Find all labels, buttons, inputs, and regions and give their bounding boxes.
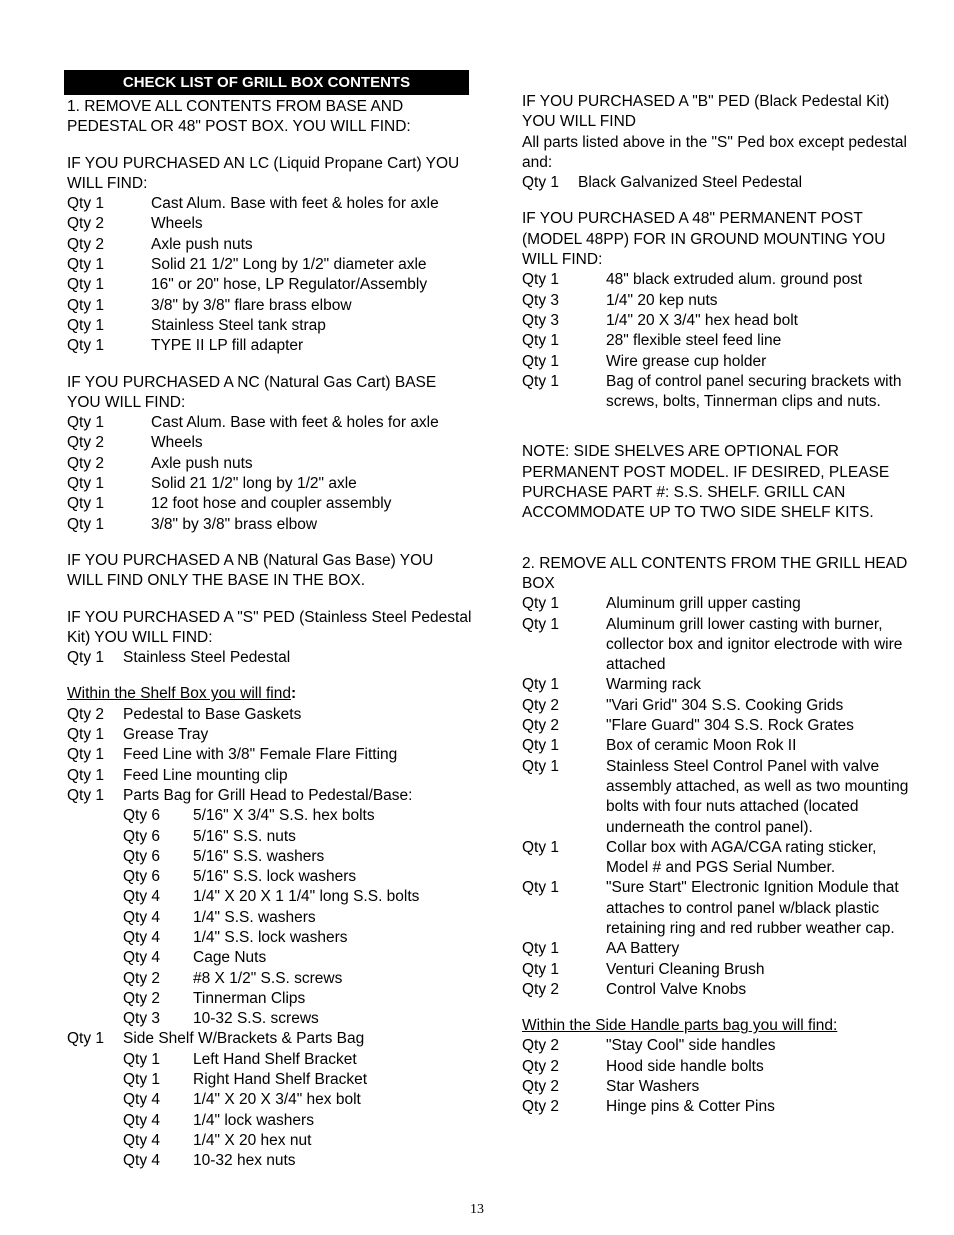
item-qty: Qty 2 — [522, 980, 560, 998]
item-qty: Qty 1 — [67, 786, 105, 804]
item-qty: Qty 1 — [522, 879, 560, 897]
item-qty: Qty 6 — [123, 827, 161, 845]
item-desc: 1/4" 20 X 3/4" hex head bolt — [606, 311, 798, 329]
item-desc: Solid 21 1/2" Long by 1/2" diameter axle — [151, 256, 427, 274]
item-desc: Pedestal to Base Gaskets — [123, 705, 302, 723]
item-desc: Side Shelf W/Brackets & Parts Bag — [123, 1030, 365, 1048]
item-desc: Tinnerman Clips — [193, 989, 306, 1007]
item-desc: Solid 21 1/2" long by 1/2" axle — [151, 475, 357, 493]
item-desc: 1/4" S.S. washers — [193, 908, 316, 926]
item-desc: Collar box with AGA/CGA rating sticker, Model # and PGS Serial Number. — [606, 838, 877, 877]
item-desc: 5/16" S.S. lock washers — [193, 868, 357, 886]
item-qty: Qty 1 — [522, 271, 560, 289]
item-desc: 3/8" by 3/8" brass elbow — [151, 515, 318, 533]
item-desc: AA Battery — [606, 940, 680, 958]
list-item — [522, 1097, 922, 1117]
list-item — [522, 838, 922, 879]
item-qty: Qty 1 — [67, 1030, 105, 1048]
item-qty: Qty 1 — [522, 372, 560, 390]
item-qty: Qty 1 — [522, 615, 560, 633]
list-item — [522, 1036, 922, 1056]
list-item — [67, 494, 472, 514]
item-qty: Qty 1 — [522, 737, 560, 755]
item-qty: Qty 1 — [67, 316, 105, 334]
step-1-text: 1. REMOVE ALL CONTENTS FROM BASE AND PEDESTAL OR 48" POST BOX. YOU WILL FIND: — [67, 98, 411, 136]
list-item — [123, 1111, 472, 1131]
section-banner: CHECK LIST OF GRILL BOX CONTENTS — [64, 70, 469, 95]
b-ped-heading: IF YOU PURCHASED A "B" PED (Black Pedestal Kit) YOU WILL FIND — [522, 93, 890, 131]
list-item — [522, 980, 922, 1000]
item-qty: Qty 4 — [123, 1131, 161, 1149]
item-qty: Qty 2 — [67, 235, 105, 253]
item-qty: Qty 1 — [522, 940, 560, 958]
item-qty: Qty 1 — [522, 960, 560, 978]
item-desc: Left Hand Shelf Bracket — [193, 1050, 357, 1068]
lc-list — [67, 194, 472, 356]
list-item — [67, 725, 472, 745]
list-item — [67, 255, 472, 275]
side-shelf-list — [67, 1050, 472, 1172]
list-item — [123, 867, 472, 887]
item-desc: 10-32 S.S. screws — [193, 1010, 319, 1028]
item-qty: Qty 1 — [67, 256, 105, 274]
item-desc: Hinge pins & Cotter Pins — [606, 1098, 775, 1116]
item-desc: 1/4" S.S. lock washers — [193, 928, 348, 946]
item-desc: "Vari Grid" 304 S.S. Cooking Grids — [606, 696, 844, 714]
b-ped-text: All parts listed above in the "S" Ped box except pedestal and: — [522, 133, 907, 171]
item-qty: Qty 1 — [67, 276, 105, 294]
item-desc: Control Valve Knobs — [606, 980, 747, 998]
list-item — [522, 372, 922, 413]
list-item — [522, 615, 922, 676]
side-handle-heading-text: Within the Side Handle parts bag you will find: — [522, 1017, 838, 1035]
item-desc: 5/16" S.S. washers — [193, 847, 325, 865]
item-desc: 1/4" X 20 X 3/4" hex bolt — [193, 1091, 361, 1109]
item-qty: Qty 2 — [522, 717, 560, 735]
item-desc: 1/4" X 20 hex nut — [193, 1131, 312, 1149]
item-qty: Qty 4 — [123, 1152, 161, 1170]
item-qty: Qty 1 — [522, 332, 560, 350]
item-qty: Qty 1 — [67, 726, 105, 744]
left-column — [67, 70, 472, 1172]
item-desc: Black Galvanized Steel Pedestal — [578, 174, 803, 192]
item-qty: Qty 2 — [123, 989, 161, 1007]
item-desc: Star Washers — [606, 1078, 700, 1096]
list-item — [67, 275, 472, 295]
b-ped-list — [522, 173, 922, 193]
item-qty: Qty 6 — [123, 847, 161, 865]
list-item — [67, 454, 472, 474]
item-desc: Venturi Cleaning Brush — [606, 960, 765, 978]
item-desc: Cast Alum. Base with feet & holes for axle — [151, 195, 439, 213]
item-desc: Feed Line mounting clip — [123, 766, 288, 784]
item-qty: Qty 1 — [67, 414, 105, 432]
item-desc: Warming rack — [606, 676, 702, 694]
list-item — [522, 736, 922, 756]
nc-heading: IF YOU PURCHASED A NC (Natural Gas Cart) BASE YOU WILL FIND: — [67, 373, 437, 411]
shelf-box-heading-text: Within the Shelf Box you will find — [67, 685, 291, 703]
item-desc: Wire grease cup holder — [606, 352, 767, 370]
list-item — [522, 352, 922, 372]
item-qty: Qty 2 — [123, 969, 161, 987]
item-qty: Qty 2 — [522, 1098, 560, 1116]
list-item — [123, 948, 472, 968]
list-item — [123, 1131, 472, 1151]
nc-list — [67, 413, 472, 535]
list-item — [67, 296, 472, 316]
list-item — [522, 960, 922, 980]
item-desc: Cage Nuts — [193, 949, 267, 967]
parts-bag-list — [67, 806, 472, 1029]
list-item — [522, 696, 922, 716]
item-desc: Stainless Steel Pedestal — [123, 649, 291, 667]
item-qty: Qty 1 — [67, 475, 105, 493]
list-item — [67, 235, 472, 255]
lc-heading: IF YOU PURCHASED AN LC (Liquid Propane Cart) YOU WILL FIND: — [67, 154, 460, 192]
item-desc: Stainless Steel Control Panel with valve assembly attached, as well as two mounting bolts with four nuts attached (located underneath the control panel). — [606, 757, 909, 836]
item-desc: 5/16" S.S. nuts — [193, 827, 296, 845]
list-item — [67, 786, 472, 806]
list-item — [67, 316, 472, 336]
list-item — [123, 1009, 472, 1029]
item-desc: #8 X 1/2" S.S. screws — [193, 969, 343, 987]
item-desc: Axle push nuts — [151, 235, 253, 253]
list-item — [522, 1057, 922, 1077]
item-desc: 1/4" 20 kep nuts — [606, 291, 718, 309]
s-ped-list — [67, 648, 472, 668]
item-qty: Qty 4 — [123, 1111, 161, 1129]
list-item — [123, 806, 472, 826]
item-qty: Qty 1 — [522, 676, 560, 694]
right-column — [522, 92, 922, 1118]
list-item — [67, 336, 472, 356]
item-desc: 48" black extruded alum. ground post — [606, 271, 863, 289]
list-item — [123, 1151, 472, 1171]
item-qty: Qty 6 — [123, 868, 161, 886]
item-desc: Axle push nuts — [151, 454, 253, 472]
item-desc: 5/16" X 3/4" S.S. hex bolts — [193, 807, 375, 825]
item-desc: 3/8" by 3/8" flare brass elbow — [151, 296, 352, 314]
item-qty: Qty 4 — [123, 908, 161, 926]
list-item — [522, 311, 922, 331]
item-qty: Qty 1 — [67, 746, 105, 764]
item-desc: 16" or 20" hose, LP Regulator/Assembly — [151, 276, 428, 294]
item-qty: Qty 1 — [67, 337, 105, 355]
item-desc: Stainless Steel tank strap — [151, 316, 326, 334]
item-qty: Qty 2 — [522, 1078, 560, 1096]
item-qty: Qty 2 — [522, 696, 560, 714]
item-qty: Qty 4 — [123, 1091, 161, 1109]
item-desc: Right Hand Shelf Bracket — [193, 1071, 368, 1089]
list-item — [67, 214, 472, 234]
item-qty: Qty 4 — [123, 928, 161, 946]
list-item — [123, 1090, 472, 1110]
item-desc: Box of ceramic Moon Rok II — [606, 737, 797, 755]
page-number: 13 — [470, 1202, 484, 1217]
list-item — [67, 433, 472, 453]
item-qty: Qty 2 — [522, 1037, 560, 1055]
item-qty: Qty 1 — [67, 495, 105, 513]
item-qty: Qty 1 — [123, 1071, 161, 1089]
item-desc: 1/4" X 20 X 1 1/4" long S.S. bolts — [193, 888, 420, 906]
item-qty: Qty 2 — [67, 434, 105, 452]
list-item — [522, 939, 922, 959]
item-qty: Qty 6 — [123, 807, 161, 825]
item-desc: Aluminum grill upper casting — [606, 595, 801, 613]
item-qty: Qty 1 — [522, 595, 560, 613]
shelf-box-list — [67, 705, 472, 806]
list-item — [522, 331, 922, 351]
item-qty: Qty 4 — [123, 888, 161, 906]
item-desc: Grease Tray — [123, 726, 209, 744]
item-desc: Cast Alum. Base with feet & holes for axle — [151, 414, 439, 432]
list-item — [123, 908, 472, 928]
list-item — [522, 291, 922, 311]
list-item — [522, 594, 922, 614]
item-desc: 12 foot hose and coupler assembly — [151, 495, 392, 513]
step-2-text: 2. REMOVE ALL CONTENTS FROM THE GRILL HEAD BOX — [522, 554, 908, 592]
item-qty: Qty 4 — [123, 949, 161, 967]
item-qty: Qty 1 — [123, 1050, 161, 1068]
item-qty: Qty 3 — [522, 291, 560, 309]
list-item — [123, 989, 472, 1009]
item-desc: Feed Line with 3/8" Female Flare Fitting — [123, 746, 398, 764]
list-item — [123, 827, 472, 847]
item-qty: Qty 1 — [67, 515, 105, 533]
list-item — [123, 928, 472, 948]
shelf-box-heading — [67, 684, 472, 704]
list-item — [123, 1050, 472, 1070]
side-shelf-note: NOTE: SIDE SHELVES ARE OPTIONAL FOR PERMANENT POST MODEL. IF DESIRED, PLEASE PURCHASE PART #: S.S. SHELF. GRILL CAN ACCOMMODATE UP TO TWO SIDE SHELF KITS. — [522, 443, 890, 522]
list-item — [123, 969, 472, 989]
list-item — [522, 716, 922, 736]
item-desc: "Stay Cool" side handles — [606, 1037, 776, 1055]
side-handle-list — [522, 1036, 922, 1117]
item-desc: Wheels — [151, 434, 203, 452]
item-desc: "Sure Start" Electronic Ignition Module that attaches to control panel w/black plastic retaining ring and red rubber weather cap. — [606, 879, 899, 937]
item-qty: Qty 2 — [67, 705, 105, 723]
list-item — [67, 515, 472, 535]
item-qty: Qty 2 — [67, 215, 105, 233]
item-desc: Bag of control panel securing brackets with screws, bolts, Tinnerman clips and nuts. — [606, 372, 902, 411]
item-qty: Qty 3 — [522, 311, 560, 329]
list-item — [522, 757, 922, 838]
item-desc: Parts Bag for Grill Head to Pedestal/Base: — [123, 786, 413, 804]
list-item — [123, 1070, 472, 1090]
item-desc: Aluminum grill lower casting with burner, collector box and ignitor electrode with wire attached — [606, 615, 903, 674]
shelf-box-heading-colon: : — [291, 685, 297, 703]
list-item — [67, 745, 472, 765]
list-item — [522, 173, 922, 193]
item-qty: Qty 1 — [522, 838, 560, 856]
list-item — [67, 705, 472, 725]
item-qty: Qty 1 — [67, 649, 105, 667]
item-qty: Qty 1 — [522, 174, 560, 192]
grill-head-list — [522, 594, 922, 1000]
item-qty: Qty 3 — [123, 1010, 161, 1028]
item-desc: 28" flexible steel feed line — [606, 332, 782, 350]
post-heading: IF YOU PURCHASED A 48" PERMANENT POST (MODEL 48PP) FOR IN GROUND MOUNTING YOU WILL FIND: — [522, 210, 886, 269]
list-item — [67, 194, 472, 214]
item-qty: Qty 2 — [522, 1057, 560, 1075]
side-handle-heading — [522, 1016, 922, 1036]
item-qty: Qty 1 — [67, 766, 105, 784]
list-item — [522, 675, 922, 695]
item-qty: Qty 2 — [67, 454, 105, 472]
nb-text: IF YOU PURCHASED A NB (Natural Gas Base) YOU WILL FIND ONLY THE BASE IN THE BOX. — [67, 551, 434, 590]
list-item — [522, 1077, 922, 1097]
item-qty: Qty 1 — [67, 296, 105, 314]
list-item — [67, 766, 472, 786]
list-item — [67, 648, 472, 668]
item-desc: TYPE II LP fill adapter — [151, 337, 304, 355]
item-qty: Qty 1 — [522, 352, 560, 370]
list-item — [123, 847, 472, 867]
item-desc: 10-32 hex nuts — [193, 1152, 296, 1170]
item-desc: Wheels — [151, 215, 203, 233]
list-item — [522, 878, 922, 939]
item-desc: Hood side handle bolts — [606, 1057, 764, 1075]
post-list — [522, 270, 922, 412]
list-item — [123, 887, 472, 907]
item-qty: Qty 1 — [67, 195, 105, 213]
list-item — [67, 474, 472, 494]
item-desc: 1/4" lock washers — [193, 1111, 314, 1129]
item-desc: "Flare Guard" 304 S.S. Rock Grates — [606, 717, 854, 735]
list-item — [67, 1029, 472, 1049]
s-ped-heading: IF YOU PURCHASED A "S" PED (Stainless Steel Pedestal Kit) YOU WILL FIND: — [67, 608, 472, 646]
list-item — [67, 413, 472, 433]
list-item — [522, 270, 922, 290]
item-qty: Qty 1 — [522, 757, 560, 775]
